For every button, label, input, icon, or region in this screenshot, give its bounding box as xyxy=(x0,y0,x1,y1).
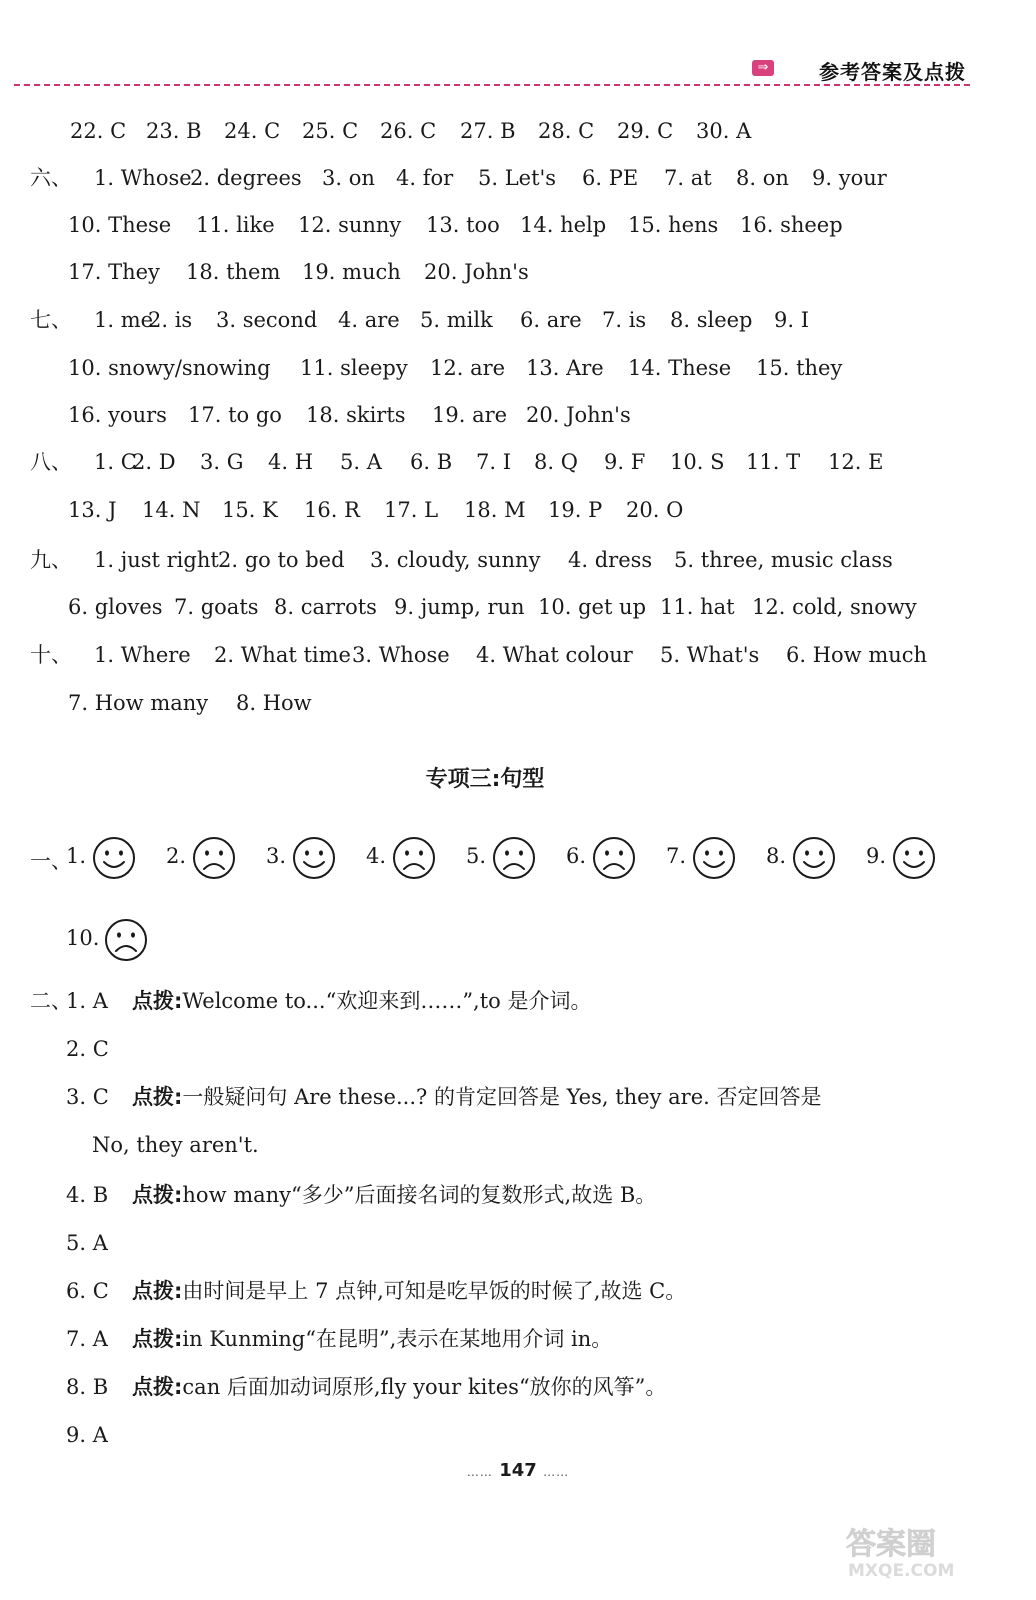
answer-item: 1. just right xyxy=(94,548,219,572)
answer-item: 19. P xyxy=(548,498,603,522)
answer-item: 12. E xyxy=(828,450,884,474)
tip-label: 点拨: xyxy=(132,1183,183,1207)
answer-item: 13. too xyxy=(426,213,500,237)
face-answer xyxy=(166,834,266,884)
answer-item: 8. on xyxy=(736,166,789,190)
answer-item: 5. What's xyxy=(660,643,760,667)
answer-item: 12. cold, snowy xyxy=(752,595,917,619)
watermark-logo xyxy=(842,1520,1002,1580)
answer-item: 10. snowy/snowing xyxy=(68,356,271,380)
answer-item: 2. D xyxy=(132,450,176,474)
header-title: 参考答案及点拨 xyxy=(819,60,966,84)
sad-face-icon xyxy=(104,918,148,962)
face-number: 7. xyxy=(666,844,687,868)
answer-line xyxy=(66,1034,132,1064)
face-answer xyxy=(266,834,366,884)
answer-label: 3. C xyxy=(66,1085,109,1109)
answer-item: 24. C xyxy=(224,119,281,143)
answer-item: 16. yours xyxy=(68,403,167,427)
smiley-face-icon xyxy=(92,836,136,880)
answer-item: 8. Q xyxy=(534,450,578,474)
answer-item: 5. milk xyxy=(420,308,493,332)
tip-label: 点拨: xyxy=(132,1085,183,1109)
answer-line xyxy=(66,1228,132,1258)
page-header xyxy=(14,52,970,92)
answer-item: 4. for xyxy=(396,166,454,190)
answer-item: 26. C xyxy=(380,119,437,143)
answer-label: 9. A xyxy=(66,1423,108,1447)
answer-item: 9. jump, run xyxy=(394,595,525,619)
answer-item: 6. B xyxy=(410,450,453,474)
answer-item: 3. on xyxy=(322,166,375,190)
answer-label: 6. C xyxy=(66,1279,109,1303)
answer-item: 18. them xyxy=(186,260,281,284)
answer-item: 6. How much xyxy=(786,643,928,667)
sad-face-icon xyxy=(592,836,636,880)
section-title: 专项三:句型 xyxy=(425,767,545,792)
answer-item: 2. degrees xyxy=(190,166,302,190)
answer-item: 4. H xyxy=(268,450,314,474)
answer-item: 25. C xyxy=(302,119,359,143)
answer-item: 30. A xyxy=(696,119,752,143)
answer-item: 18. M xyxy=(464,498,526,522)
answer-item: 6. are xyxy=(520,308,582,332)
face-number: 1. xyxy=(66,844,87,868)
answer-item: 1. me xyxy=(94,308,154,332)
answer-label: 5. A xyxy=(66,1231,108,1255)
answer-item: 4. What colour xyxy=(476,643,633,667)
face-number: 10. xyxy=(66,926,100,950)
answer-item: 1. Whose xyxy=(94,166,192,190)
answer-item: 10. S xyxy=(670,450,725,474)
answer-item: 7. goats xyxy=(174,595,259,619)
answer-item: 17. L xyxy=(384,498,439,522)
face-number: 5. xyxy=(466,844,487,868)
answer-item: 13. Are xyxy=(526,356,604,380)
page-number-footer xyxy=(0,1460,1036,1481)
answer-item: 28. C xyxy=(538,119,595,143)
answer-item: 27. B xyxy=(460,119,516,143)
section-number: 八、 xyxy=(30,450,72,474)
answer-item: 12. sunny xyxy=(298,213,402,237)
answer-item: 1. C xyxy=(94,450,137,474)
answer-item: 17. They xyxy=(68,260,160,284)
answer-line xyxy=(66,1420,132,1450)
answer-label: 4. B xyxy=(66,1183,109,1207)
answer-item: 16. R xyxy=(304,498,360,522)
section-number: 十、 xyxy=(30,643,72,667)
answer-item: 5. three, music class xyxy=(674,548,893,572)
section-number: 六、 xyxy=(30,166,72,190)
answer-item: 2. go to bed xyxy=(218,548,345,572)
face-answer xyxy=(566,834,666,884)
face-answer xyxy=(666,834,766,884)
tip-text: can 后面加动词原形,fly your kites“放你的风筝”。 xyxy=(182,1375,667,1399)
answer-line xyxy=(66,986,592,1016)
answer-line xyxy=(66,1082,821,1112)
tip-text: in Kunming“在昆明”,表示在某地用介词 in。 xyxy=(182,1327,613,1351)
smiley-face-icon xyxy=(892,836,936,880)
footer-dots-left: …… xyxy=(466,1465,493,1479)
answer-item: 3. second xyxy=(216,308,318,332)
answer-item: 8. sleep xyxy=(670,308,753,332)
tip-label: 点拨: xyxy=(132,1375,183,1399)
svg-text:答案圈: 答案圈 xyxy=(846,1527,936,1562)
answer-item: 11. sleepy xyxy=(300,356,408,380)
answer-item: 3. Whose xyxy=(352,643,450,667)
tip-label: 点拨: xyxy=(132,1279,183,1303)
face-answer xyxy=(66,916,166,966)
tip-label: 点拨: xyxy=(132,1327,183,1351)
faces-prefix: 一、 xyxy=(30,849,72,873)
answer-item: 20. John's xyxy=(526,403,631,427)
answer-item: 29. C xyxy=(617,119,674,143)
answer-label: 7. A xyxy=(66,1327,108,1351)
section-number: 七、 xyxy=(30,308,72,332)
answer-item: 14. N xyxy=(142,498,201,522)
answer-label: 8. B xyxy=(66,1375,109,1399)
answer-item: 1. Where xyxy=(94,643,191,667)
answer-item: 23. B xyxy=(146,119,202,143)
tip-text: how many“多少”后面接名词的复数形式,故选 B。 xyxy=(182,1183,657,1207)
face-number: 8. xyxy=(766,844,787,868)
answer-item: 10. These xyxy=(68,213,172,237)
tip-text: Welcome to...“欢迎来到……”,to 是介词。 xyxy=(182,989,592,1013)
answer-item: 9. I xyxy=(774,308,810,332)
face-number: 6. xyxy=(566,844,587,868)
answer-item: 7. is xyxy=(602,308,647,332)
answer-item: 15. K xyxy=(222,498,278,522)
page-number: 147 xyxy=(499,1460,537,1481)
face-answer xyxy=(466,834,566,884)
face-answer xyxy=(366,834,466,884)
answer-item: 7. I xyxy=(476,450,512,474)
answer-item: 5. A xyxy=(340,450,382,474)
svg-text:MXQE.COM: MXQE.COM xyxy=(848,1561,955,1580)
answer-item: 12. are xyxy=(430,356,506,380)
answer-item: 7. How many xyxy=(68,691,209,715)
answer-item: 14. help xyxy=(520,213,607,237)
answer-item: 6. PE xyxy=(582,166,639,190)
answer-item: 14. These xyxy=(628,356,732,380)
section-number: 九、 xyxy=(30,548,72,572)
sad-face-icon xyxy=(192,836,236,880)
smiley-face-icon xyxy=(792,836,836,880)
tip-continuation: No, they aren't. xyxy=(92,1133,259,1157)
face-number: 9. xyxy=(866,844,887,868)
answer-item: 6. gloves xyxy=(68,595,163,619)
face-answer xyxy=(766,834,866,884)
answer-line xyxy=(66,1276,686,1306)
answer-item: 11. T xyxy=(746,450,801,474)
footer-dots-right: …… xyxy=(543,1465,570,1479)
answer-item: 15. they xyxy=(756,356,843,380)
smiley-face-icon xyxy=(692,836,736,880)
answer-item: 4. are xyxy=(338,308,400,332)
answer-item: 9. your xyxy=(812,166,887,190)
answer-item: 17. to go xyxy=(188,403,282,427)
answer-item: 9. F xyxy=(604,450,646,474)
face-number: 3. xyxy=(266,844,287,868)
face-number: 2. xyxy=(166,844,187,868)
face-answer xyxy=(66,834,166,884)
answer-item: 5. Let's xyxy=(478,166,557,190)
answer-item: 13. J xyxy=(68,498,117,522)
answer-item: 11. hat xyxy=(660,595,735,619)
answer-item: 16. sheep xyxy=(740,213,843,237)
face-answer xyxy=(866,834,966,884)
answer-item: 18. skirts xyxy=(306,403,406,427)
answer-item: 7. at xyxy=(664,166,712,190)
sad-face-icon xyxy=(392,836,436,880)
answer-item: 2. is xyxy=(148,308,193,332)
answer-item: 8. How xyxy=(236,691,312,715)
answer-item: 10. get up xyxy=(538,595,647,619)
tip-text: 由时间是早上 7 点钟,可知是吃早饭的时候了,故选 C。 xyxy=(182,1279,687,1303)
answer-item: 19. are xyxy=(432,403,508,427)
answer-item: 4. dress xyxy=(568,548,653,572)
answer-item: 22. C xyxy=(70,119,127,143)
answer-label: 1. A xyxy=(66,989,108,1013)
smiley-face-icon xyxy=(292,836,336,880)
answer-item: 19. much xyxy=(302,260,401,284)
tip-label: 点拨: xyxy=(132,989,183,1013)
answer-line xyxy=(66,1324,612,1354)
answer-item: 20. O xyxy=(626,498,684,522)
answer-line xyxy=(66,1180,656,1210)
part2-prefix: 二、 xyxy=(30,989,72,1013)
sad-face-icon xyxy=(492,836,536,880)
answer-item: 15. hens xyxy=(628,213,719,237)
answer-label: 2. C xyxy=(66,1037,109,1061)
answer-item: 11. like xyxy=(196,213,275,237)
answer-item: 2. What time xyxy=(214,643,351,667)
answer-line xyxy=(66,1372,666,1402)
arrow-icon: ⇒ xyxy=(752,60,774,76)
answer-item: 20. John's xyxy=(424,260,529,284)
answer-item: 3. cloudy, sunny xyxy=(370,548,541,572)
answer-item: 8. carrots xyxy=(274,595,377,619)
answer-item: 3. G xyxy=(200,450,244,474)
face-number: 4. xyxy=(366,844,387,868)
tip-text: 一般疑问句 Are these...? 的肯定回答是 Yes, they are. 否定回答是 xyxy=(182,1085,822,1109)
